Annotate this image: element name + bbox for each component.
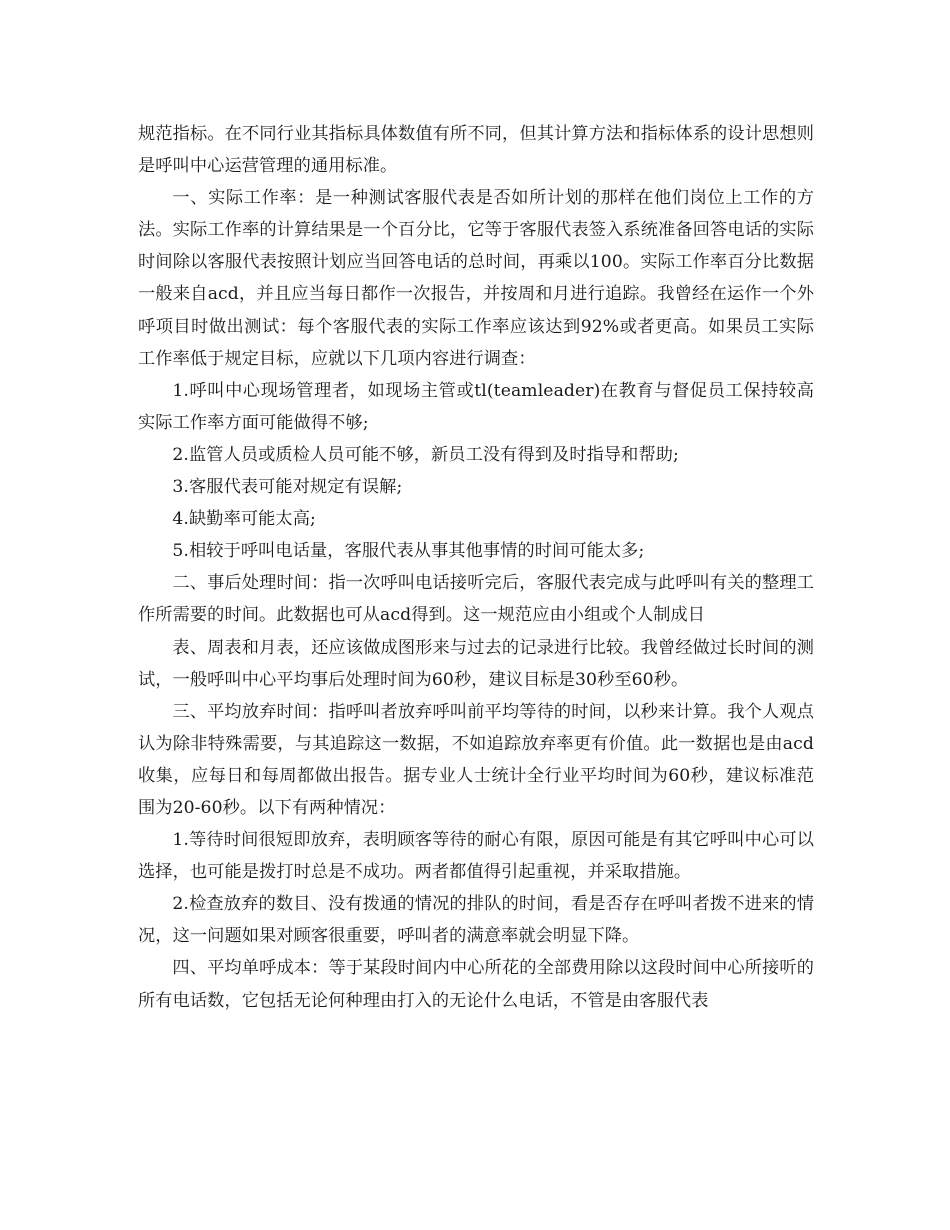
list-item-abandon-2: 2.检查放弃的数目、没有拨通的情况的排队的时间，看是否存在呼叫者拨不进来的情况，这一问题如果对顾客很重要，呼叫者的满意率就会明显下降。 bbox=[138, 894, 814, 947]
paragraph-section-2-after-call-work: 二、事后处理时间：指一次呼叫电话接听完后，客服代表完成与此呼叫有关的整理工作所需要的时间。此数据也可从acd得到。这一规范应由小组或个人制成日 bbox=[138, 573, 814, 626]
paragraph-section-2-continued: 表、周表和月表，还应该做成图形来与过去的记录进行比较。我曾经做过长时间的测试，一般呼叫中心平均事后处理时间为60秒，建议目标是30秒至60秒。 bbox=[138, 637, 814, 690]
list-item-3: 3.客服代表可能对规定有误解; bbox=[172, 477, 403, 498]
list-item-4: 4.缺勤率可能太高; bbox=[172, 509, 316, 530]
paragraph-section-1-actual-work-rate: 一、实际工作率：是一种测试客服代表是否如所计划的那样在他们岗位上工作的方法。实际工作率的计算结果是一个百分比，它等于客服代表签入系统准备回答电话的实际时间除以客服代表按照计划应当回答电话的总时间，再乘以100。实际工作率百分比数据一般来自acd，并且应当每日都作一次报告，并按周和月进行追踪。我曾经在运作一个外呼项目时做出测试：每个客服代表的实际工作率应该达到92%或者更高。如果员工实际工作率低于规定目标，应就以下几项内容进行调查： bbox=[138, 188, 814, 369]
paragraph-section-3-average-abandon-time: 三、平均放弃时间：指呼叫者放弃呼叫前平均等待的时间，以秒来计算。我个人观点认为除非特殊需要，与其追踪这一数据，不如追踪放弃率更有价值。此一数据也是由acd收集，应每日和每周都做出报告。据专业人士统计全行业平均时间为60秒，建议标准范围为20-60秒。以下有两种情况： bbox=[138, 701, 814, 818]
document-body bbox=[138, 118, 814, 1017]
paragraph-section-4-cost-per-call: 四、平均单呼成本：等于某段时间内中心所花的全部费用除以这段时间中心所接听的所有电话数，它包括无论何种理由打入的无论什么电话，不管是由客服代表 bbox=[138, 958, 814, 1011]
list-item-1: 1.呼叫中心现场管理者，如现场主管或tl(teamleader)在教育与督促员工保持较高实际工作率方面可能做得不够; bbox=[138, 380, 814, 433]
list-item-5: 5.相较于呼叫电话量，客服代表从事其他事情的时间可能太多; bbox=[172, 541, 645, 562]
list-item-2: 2.监管人员或质检人员可能不够，新员工没有得到及时指导和帮助; bbox=[172, 444, 679, 465]
list-item-abandon-1: 1.等待时间很短即放弃，表明顾客等待的耐心有限，原因可能是有其它呼叫中心可以选择，也可能是拨打时总是不成功。两者都值得引起重视，并采取措施。 bbox=[138, 830, 814, 883]
paragraph-intro: 规范指标。在不同行业其指标具体数值有所不同，但其计算方法和指标体系的设计思想则是呼叫中心运营管理的通用标准。 bbox=[138, 124, 814, 177]
